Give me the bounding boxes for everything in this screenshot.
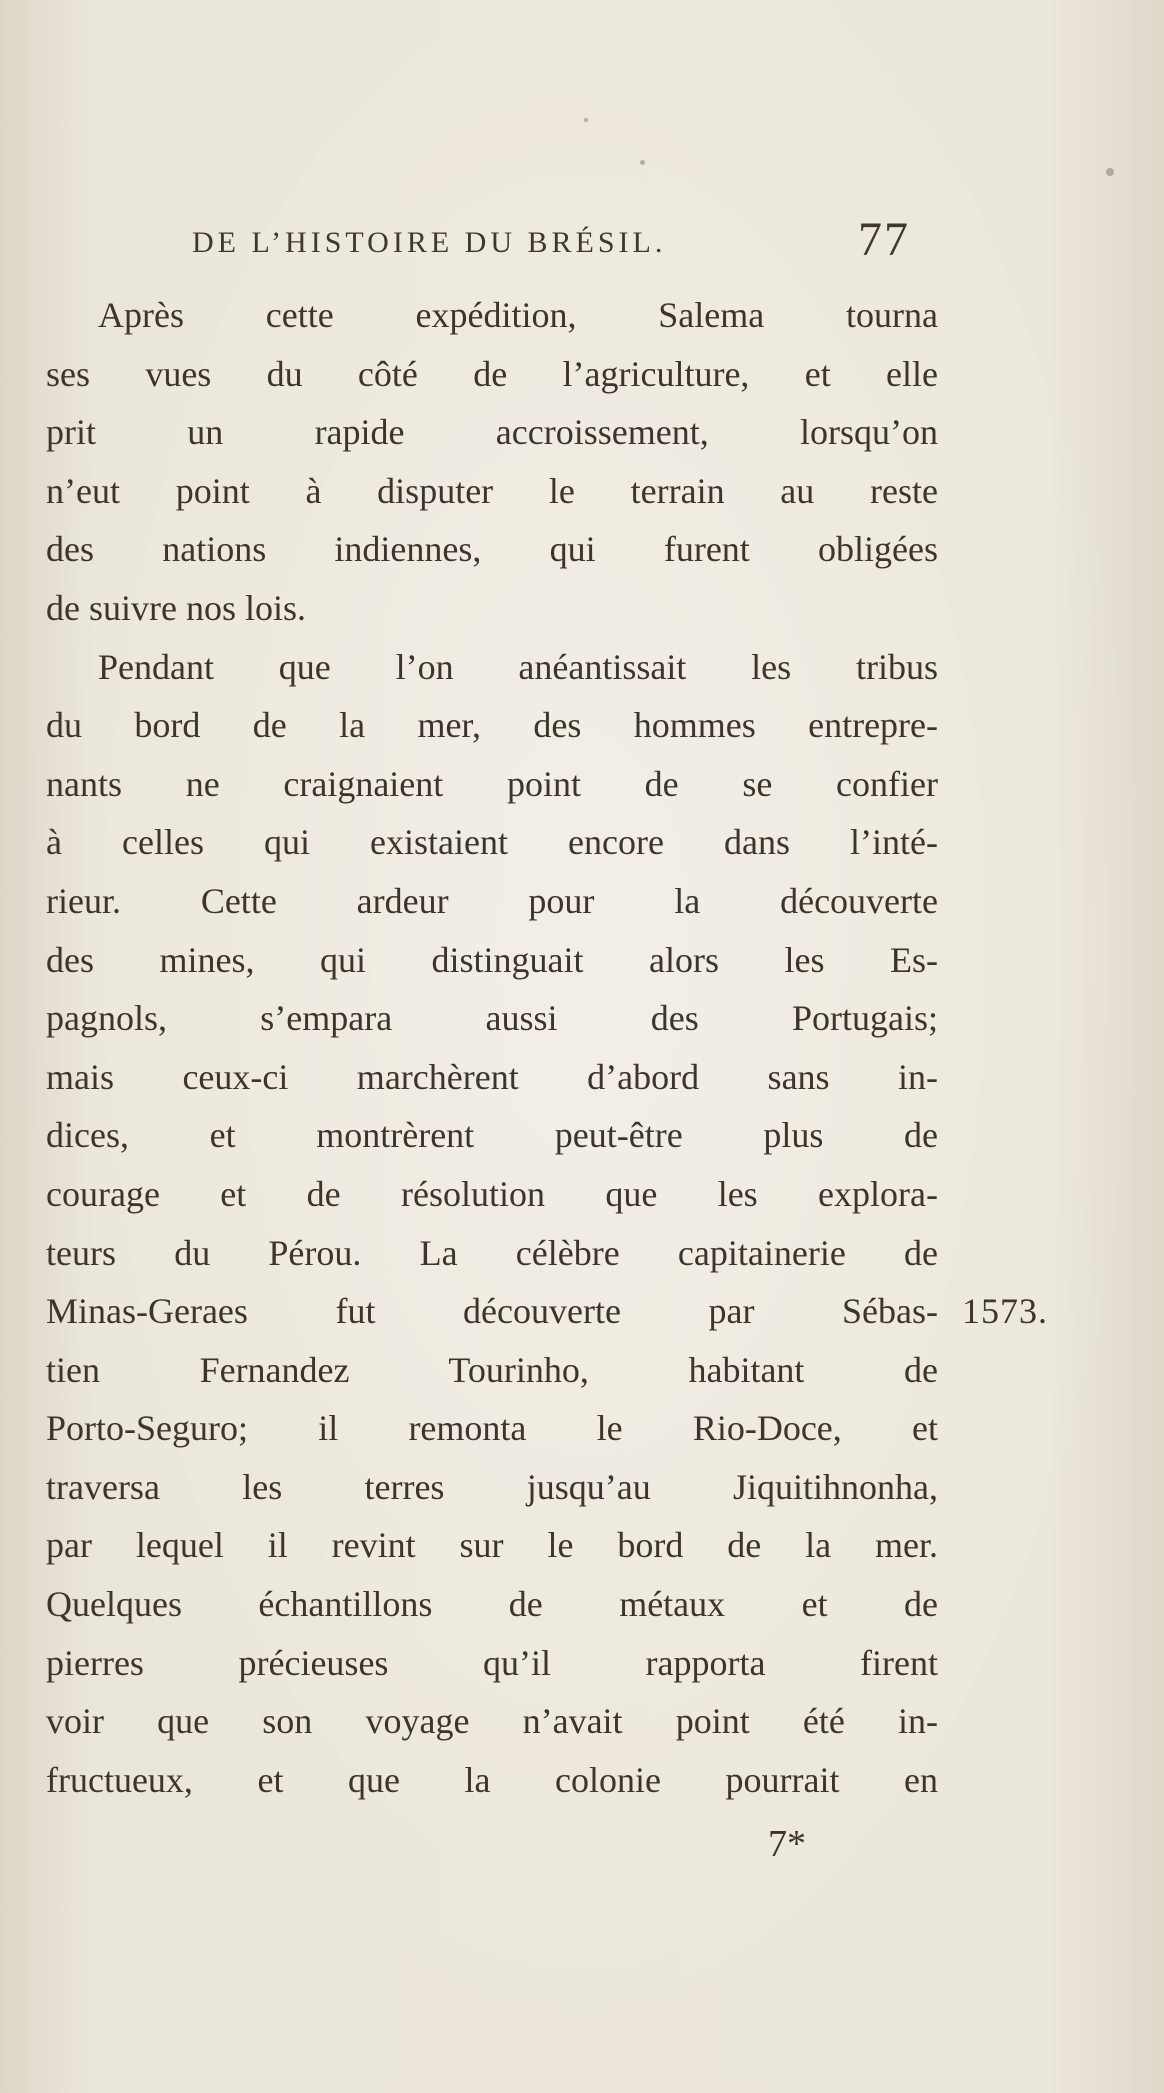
text-line: des nations indiennes, qui furent obligées [46, 529, 938, 570]
running-header [192, 212, 952, 272]
text-line: Pendant que l’on anéantissait les tribus [98, 646, 938, 687]
text-line: Après cette expédition, Salema tourna [98, 295, 938, 335]
text-line: de suivre nos lois. [46, 587, 306, 628]
text-line: dices, et montrèrent peut-être plus de [46, 1115, 938, 1156]
text-line: teurs du Pérou. La célèbre capitainerie de [46, 1232, 938, 1273]
text-line: tien Fernandez Tourinho, habitant de [46, 1349, 938, 1390]
text-line: pierres précieuses qu’il rapporta firent [46, 1642, 938, 1683]
text-line: voir que son voyage n’avait point été in- [46, 1701, 938, 1742]
text-line: Porto-Seguro; il remonta le Rio-Doce, et [46, 1408, 938, 1449]
text-line: mais ceux-ci marchèrent d’abord sans in- [46, 1056, 938, 1097]
text-line: des mines, qui distinguait alors les Es- [46, 939, 938, 980]
text-line: Minas-Geraes fut découverte par Sébas- [46, 1291, 938, 1332]
page-number: 77 [858, 213, 910, 266]
text-line: courage et de résolution que les explora- [46, 1173, 938, 1214]
running-title: DE L’HISTOIRE DU BRÉSIL. [192, 226, 667, 259]
margin-date: 1573. [962, 1291, 1048, 1331]
text-line: fructueux, et que la colonie pourrait en [46, 1759, 938, 1800]
paper-spot [584, 118, 588, 122]
text-line: nants ne craignaient point de se confier [46, 763, 938, 804]
text-line: du bord de la mer, des hommes entrepre- [46, 705, 938, 746]
text-line: pagnols, s’empara aussi des Portugais; [46, 998, 938, 1039]
text-line: rieur. Cette ardeur pour la découverte [46, 880, 938, 921]
paper-spot [640, 160, 645, 165]
text-line: à celles qui existaient encore dans l’inté- [46, 822, 938, 863]
text-line: Quelques échantillons de métaux et de [46, 1584, 938, 1625]
body-text [46, 286, 946, 1809]
text-line: par lequel il revint sur le bord de la mer. [46, 1525, 938, 1566]
text-line: n’eut point à disputer le terrain au reste [46, 470, 938, 511]
signature-mark: 7* [768, 1823, 806, 1865]
paper-spot [1106, 168, 1114, 176]
text-line: ses vues du côté de l’agriculture, et elle [46, 353, 938, 394]
text-line: traversa les terres jusqu’au Jiquitihnonha, [46, 1466, 938, 1507]
text-line: prit un rapide accroissement, lorsqu’on [46, 412, 938, 453]
